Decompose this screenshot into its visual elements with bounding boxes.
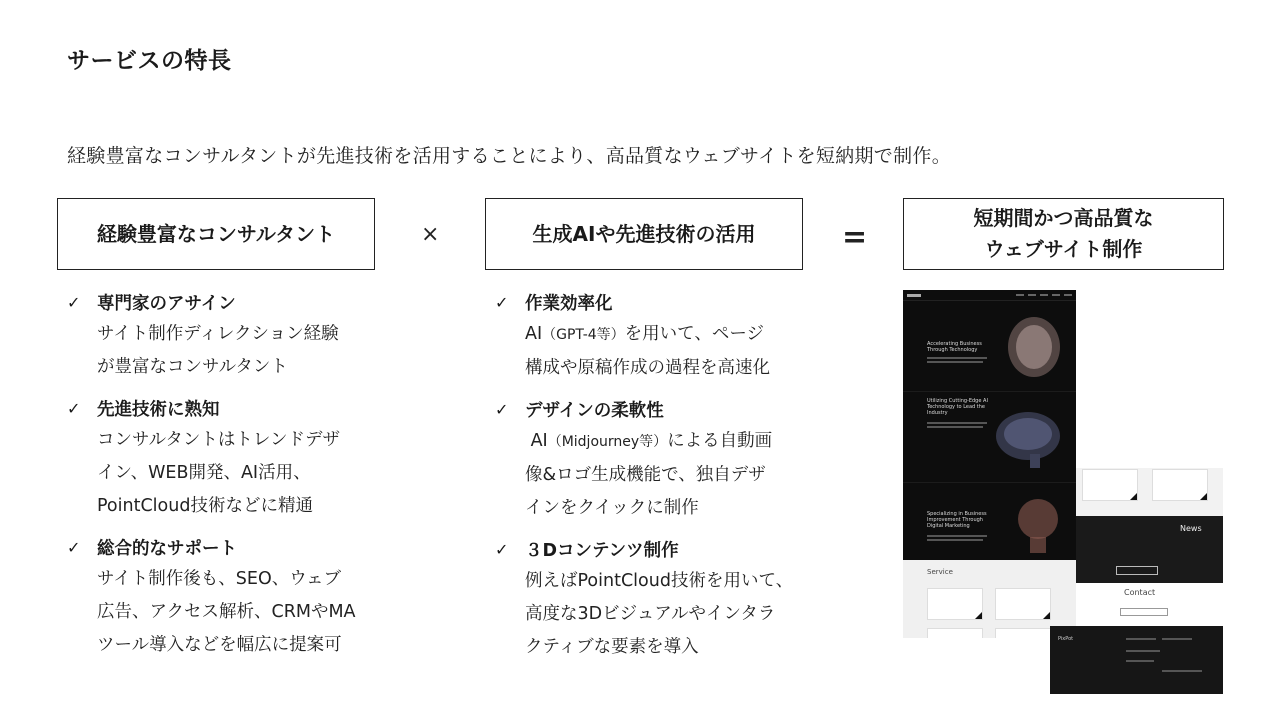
feature-note: （GPT-4等） <box>542 327 625 343</box>
feature-line <box>525 425 805 459</box>
feature-heading: 先進技術に熟知 <box>97 399 220 420</box>
feature-heading: 作業効率化 <box>525 293 613 314</box>
feature-heading: 専門家のアサイン <box>97 293 236 314</box>
feature-item <box>67 392 377 523</box>
result-box-line2: ウェブサイト制作 <box>984 237 1143 261</box>
mockup-service-title: Service <box>927 568 953 576</box>
feature-line: 高度な3Dビジュアルやインタラ <box>525 604 776 624</box>
feature-line: イン、WEB開発、AI活用、 <box>97 463 311 483</box>
ai-tech-box-label: 生成AIや先進技術の活用 <box>532 221 756 246</box>
mockup-footer <box>1050 626 1223 694</box>
feature-note: （Midjourney等） <box>547 434 668 450</box>
feature-line: サイト制作ディレクション経験 <box>97 324 339 344</box>
right-feature-list <box>495 286 805 672</box>
mockup-section-title: Specializing in Business Improvement Through Digital Marketing <box>927 511 987 529</box>
mockup-news-button <box>1116 566 1158 575</box>
mockup-section <box>903 301 1076 392</box>
feature-text: AI <box>525 431 548 451</box>
mockup-section <box>903 392 1076 483</box>
feature-line: PointCloud技術などに精通 <box>97 496 313 516</box>
lead-text: 経験豊富なコンサルタントが先進技術を活用することにより、高品質なウェブサイトを短納期で制作。 <box>67 145 952 167</box>
times-operator: × <box>421 222 440 247</box>
check-icon: ✓ <box>495 539 509 559</box>
mockup-footer-logo: PixPot <box>1058 636 1074 642</box>
feature-line: インをクイックに制作 <box>525 498 699 518</box>
feature-heading: デザインの柔軟性 <box>525 400 664 421</box>
feature-line: ツール導入などを幅広に提案可 <box>97 635 342 655</box>
mockup-nav <box>903 290 1076 301</box>
mockup-contact-title: Contact <box>1124 588 1156 597</box>
check-icon: ✓ <box>67 292 81 312</box>
mockup-card <box>927 588 983 620</box>
website-mockup-news <box>1076 468 1223 583</box>
feature-item <box>67 531 377 662</box>
consultant-box-label: 経験豊富なコンサルタント <box>96 221 336 246</box>
mockup-section-title: Accelerating Business Through Technology <box>927 341 982 353</box>
feature-line: が豊富なコンサルタント <box>97 357 288 377</box>
lightbulb-icon <box>1008 491 1068 567</box>
feature-line: コンサルタントはトレンドデザ <box>97 430 340 450</box>
feature-line: サイト制作後も、SEO、ウェブ <box>97 569 342 589</box>
feature-item <box>67 286 377 384</box>
mockup-card <box>995 588 1051 620</box>
feature-line: 例えばPointCloud技術を用いて、 <box>525 571 794 591</box>
check-icon: ✓ <box>67 537 81 557</box>
mockup-contact-button <box>1120 608 1168 616</box>
mockup-card <box>1082 469 1138 501</box>
feature-line: 構成や原稿作成の過程を高速化 <box>525 358 770 378</box>
feature-heading: ３Dコンテンツ制作 <box>525 540 679 561</box>
check-icon: ✓ <box>495 399 509 419</box>
mockup-news-section <box>1076 516 1223 583</box>
feature-item <box>495 286 805 385</box>
check-icon: ✓ <box>495 292 509 312</box>
mockup-logo-icon <box>907 294 921 297</box>
slide-title: サービスの特長 <box>67 48 232 74</box>
check-icon: ✓ <box>67 398 81 418</box>
feature-heading: 総合的なサポート <box>97 538 237 559</box>
ai-tech-box <box>485 198 803 270</box>
particle-sphere-icon <box>998 309 1068 385</box>
feature-line: クティブな要素を導入 <box>525 637 699 657</box>
feature-text: による自動画 <box>667 431 773 451</box>
mockup-news-title: News <box>1180 524 1202 533</box>
mockup-section-title: Utilizing Cutting-Edge AI Technology to Lead the Industry <box>927 398 988 416</box>
left-feature-list <box>67 286 377 670</box>
mockup-card <box>995 628 1051 638</box>
mockup-card <box>1152 469 1208 501</box>
feature-item <box>495 533 805 664</box>
feature-item <box>495 393 805 525</box>
website-mockup-dark <box>903 290 1076 638</box>
brain-icon <box>990 400 1068 476</box>
feature-text: AI <box>525 324 543 344</box>
feature-line <box>525 318 805 352</box>
feature-line: 広告、アクセス解析、CRMやMA <box>97 602 356 622</box>
result-box <box>903 198 1224 270</box>
feature-text: を用いて、ページ <box>624 324 764 344</box>
mockup-card <box>927 628 983 638</box>
equals-operator: = <box>842 220 868 255</box>
result-box-line1: 短期間かつ高品質な <box>973 206 1154 230</box>
feature-line: 像&ロゴ生成機能で、独自デザ <box>525 465 766 485</box>
mockup-contact-section <box>1076 583 1223 626</box>
consultant-box <box>57 198 375 270</box>
